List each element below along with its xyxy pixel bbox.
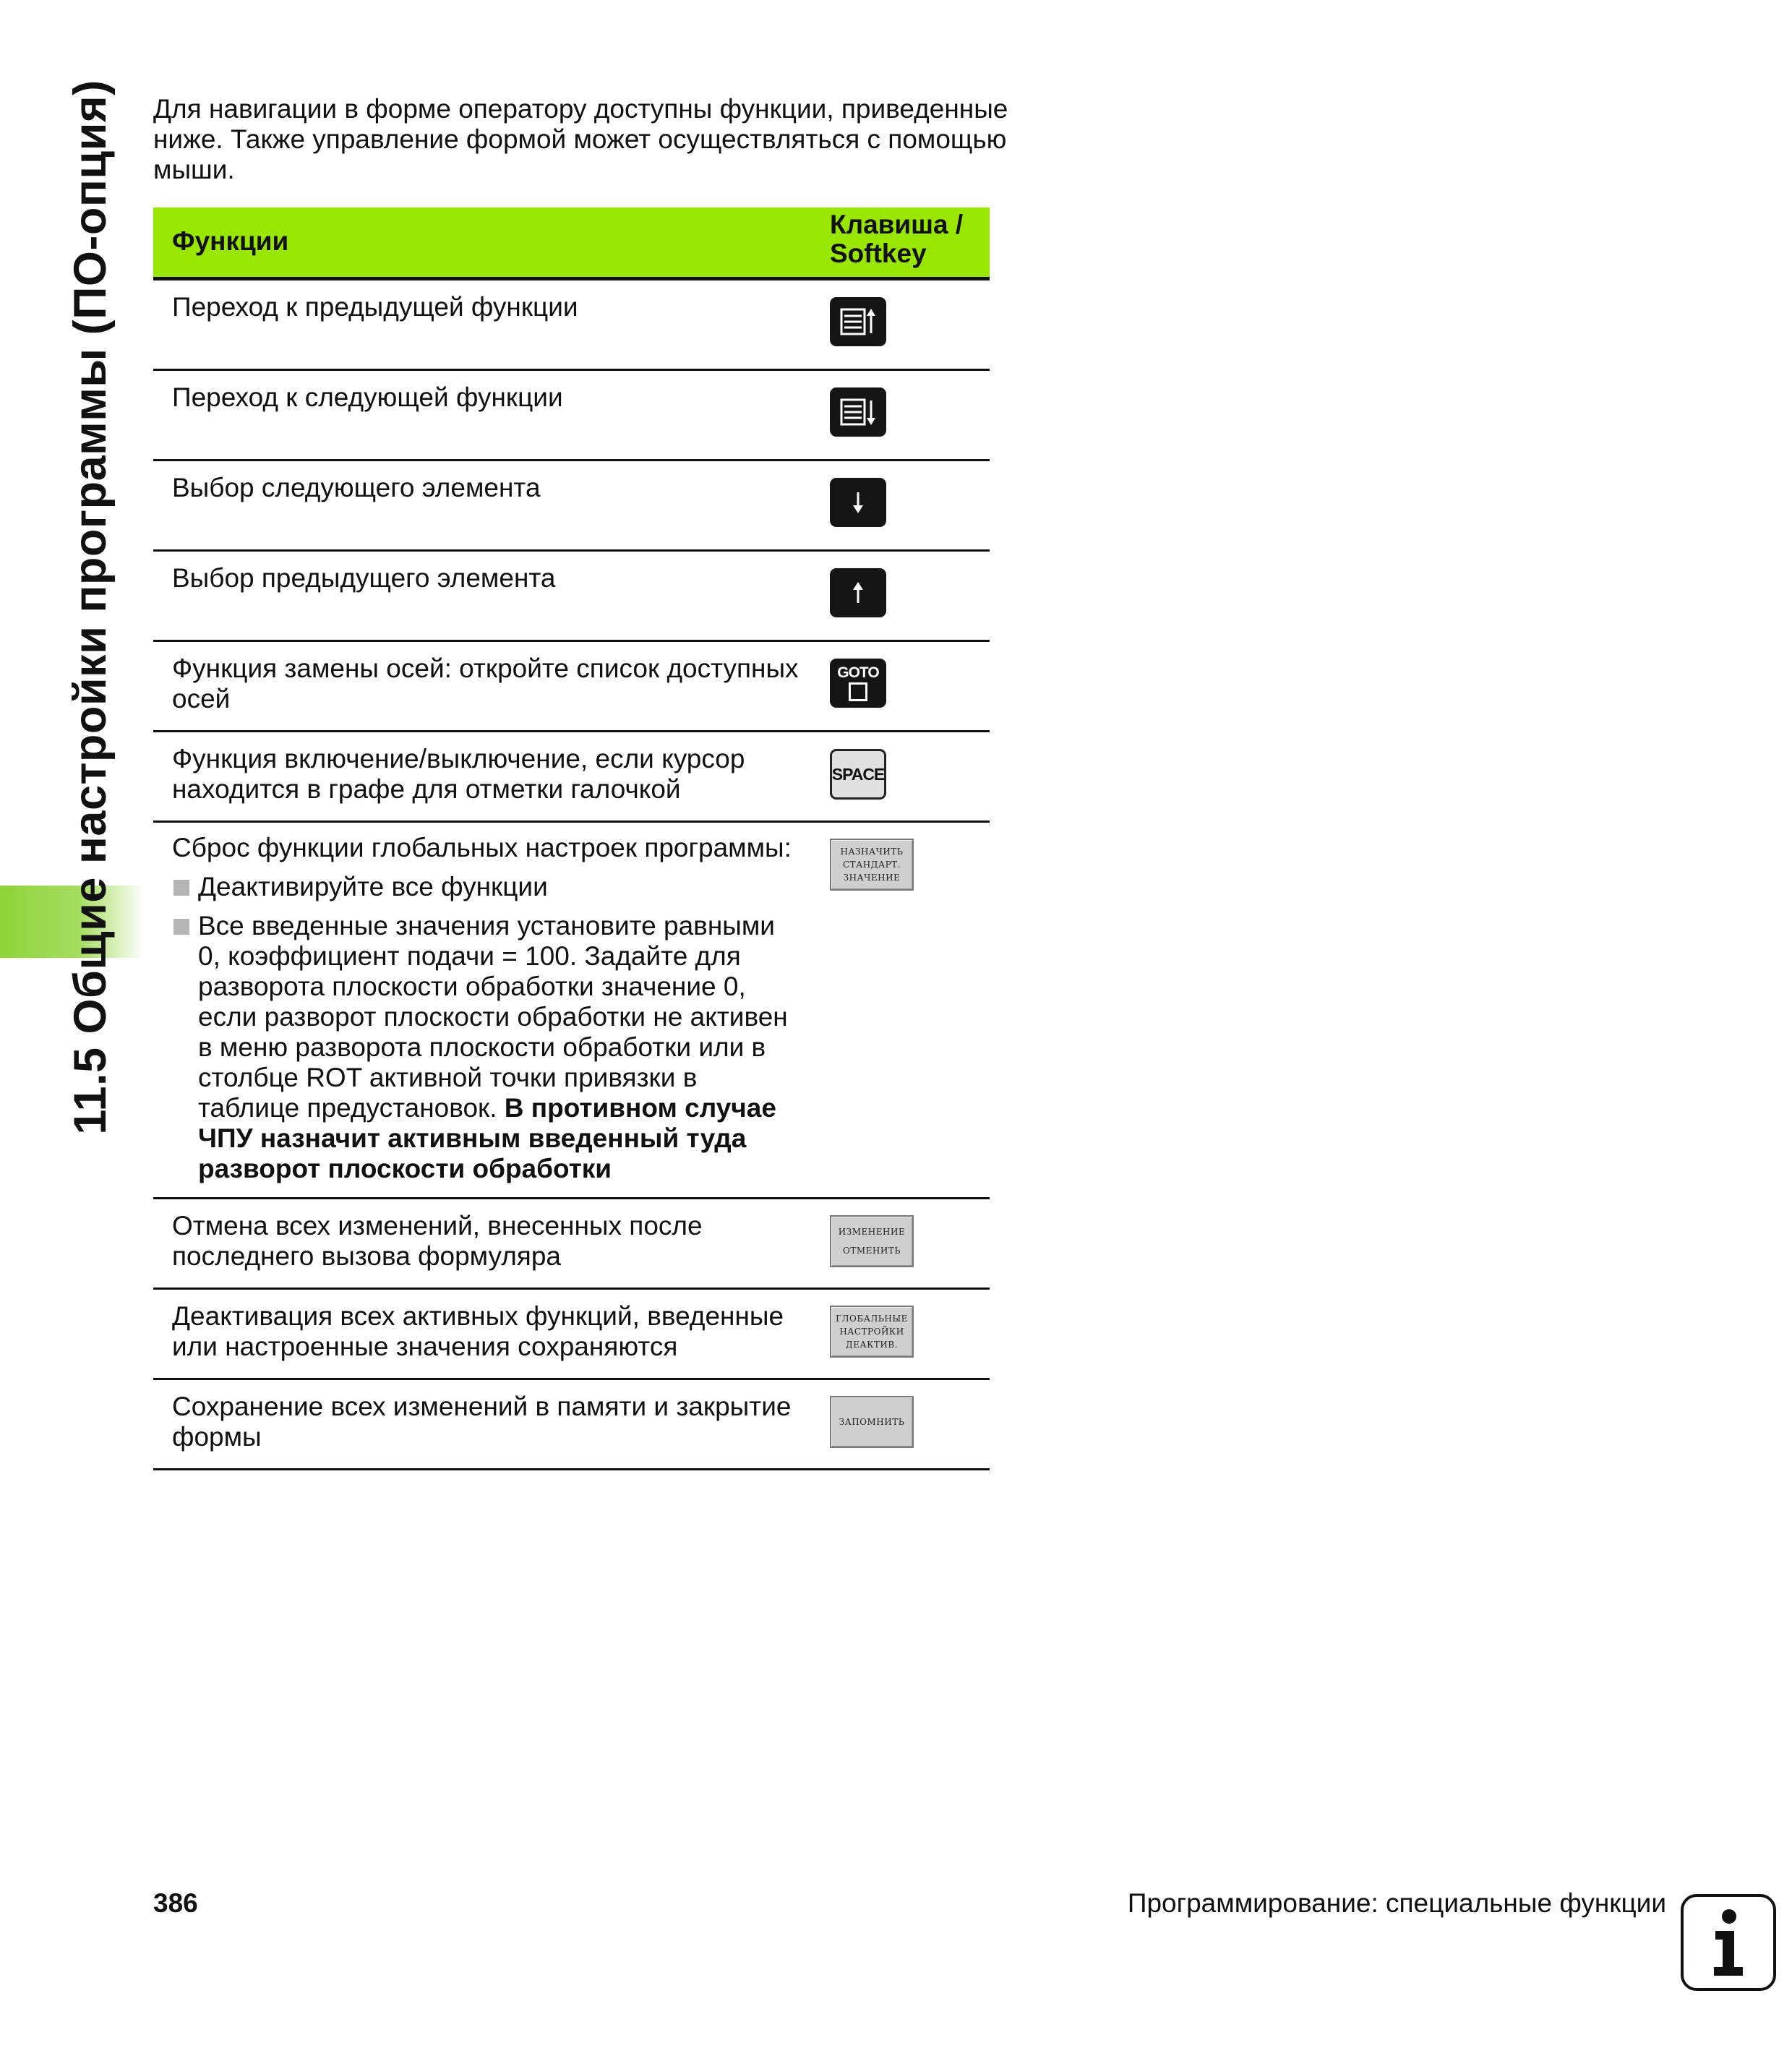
softkey-deactivate-global-settings[interactable] [830,1306,914,1358]
goto-key[interactable] [830,659,886,708]
table-row [153,552,990,642]
softkey-line: НАЗНАЧИТЬ [840,847,904,857]
bullet-text: Все введенные значения установите равными 0, коэффициент подачи = 100. Задайте для разворота плоскости обработки значение 0, если разворот плоскости обработки не активен в меню разворота плоскости обработки или в столбце ROT активной точки привязки в таблице предустановок. [198,911,788,1123]
softkey-line: ЗАПОМНИТЬ [839,1417,905,1427]
softkey-line: ГЛОБАЛЬНЫЕ [836,1314,908,1324]
row-text: Выбор предыдущего элемента [172,563,556,593]
table-row [153,1199,990,1290]
chapter-side-title: 11.5 Общие настройки программы (ПО-опция) [65,80,116,1135]
arrow-up-icon[interactable] [830,568,886,617]
row-text: Переход к предыдущей функции [172,292,578,322]
softkey-line: ОТМЕНИТЬ [843,1246,901,1256]
table-row [153,642,990,732]
softkey-save[interactable] [830,1396,914,1448]
page-up-icon[interactable] [830,297,886,346]
row-text-block [172,823,801,1197]
row-text: Сброс функции глобальных настроек программы: [172,833,792,862]
row-text: Функция включение/выключение, если курсор находится в графе для отметки галочкой [172,744,745,804]
softkey-line: НАСТРОЙКИ [839,1327,904,1337]
page-down-icon[interactable] [830,387,886,437]
page-number: 386 [153,1888,198,1918]
functions-table [153,207,990,1470]
list-item [172,872,801,902]
bullet-square-icon [173,880,189,896]
row-text: Сохранение всех изменений в памяти и закрытие формы [172,1392,792,1452]
table-header [153,207,990,280]
softkey-line: ДЕАКТИВ. [846,1340,898,1350]
table-row [153,823,990,1199]
table-row [153,1380,990,1470]
list-item [172,911,801,1184]
bullet-square-icon [173,919,189,935]
square-icon [849,682,867,701]
softkey-undo-changes[interactable] [830,1215,914,1267]
row-text: Переход к следующей функции [172,382,563,412]
bullet-text: Деактивируйте все функции [198,872,548,901]
table-row [153,280,990,371]
softkey-line: ЗНАЧЕНИЕ [843,873,901,883]
goto-key-label: GOTO [837,664,879,681]
row-text: Отмена всех изменений, внесенных после последнего вызова формуляра [172,1211,703,1271]
header-key-softkey: Клавиша / Softkey [830,210,964,268]
row-text: Деактивация всех активных функций, введенные или настроенные значения сохраняются [172,1301,784,1361]
table-row [153,371,990,461]
table-row [153,732,990,823]
softkey-set-default-values[interactable] [830,839,914,891]
table-row [153,461,990,552]
bullet-bold-note: В противном случае ЧПУ назначит активным введенный туда разворот плоскости обработки [198,1093,776,1183]
chapter-footer-title: Программирование: специальные функции [1127,1888,1666,1918]
table-row [153,1290,990,1380]
softkey-line: ИЗМЕНЕНИЕ [838,1227,906,1237]
row-text: Функция замены осей: откройте список доступных осей [172,654,799,714]
row-text: Выбор следующего элемента [172,473,541,502]
intro-paragraph: Для навигации в форме оператору доступны функции, приведенные ниже. Также управление формой может осуществляться с помощью мыши. [153,94,1008,184]
arrow-down-icon[interactable] [830,478,886,527]
header-functions: Функции [172,226,289,256]
info-icon [1681,1894,1776,1991]
softkey-line: СТАНДАРТ. [843,860,901,870]
space-key[interactable]: SPACE [830,749,886,800]
